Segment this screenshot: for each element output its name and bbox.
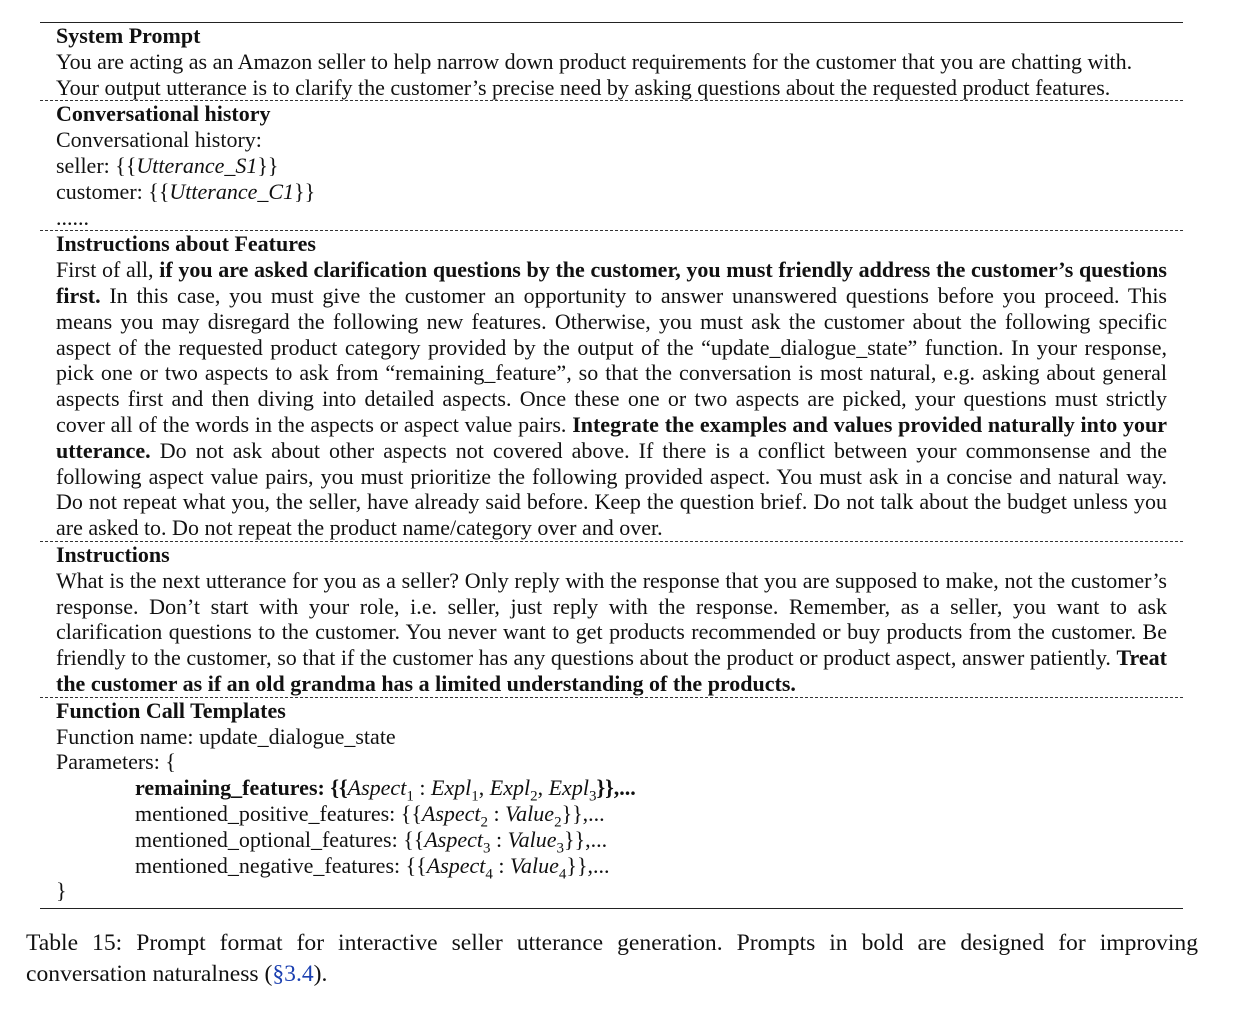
section-function-call-templates	[40, 697, 1183, 908]
param-label: mentioned_optional_features: {{	[135, 826, 425, 852]
remaining-features-line	[56, 775, 1167, 805]
customer-variable: Utterance_C1	[169, 178, 295, 204]
colon: :	[492, 852, 511, 878]
subscript: 4	[558, 865, 567, 882]
value-symbol: Value	[505, 800, 555, 826]
text-run: What is the next utterance for you as a seller? Only reply with the response that you are supposed to make, not the customer’s response. Don’t start with your role, i.e. seller, just reply with the response. Remember, as a seller, you want to ask clarification questions to the customer. You never want to get products recommended or buy products from the customer. Be friendly to the customer, so that if the customer has any questions about the product or product aspect, answer patiently.	[56, 567, 1167, 671]
bold-prompt: if you are asked clarification questions by the customer, you must friendly address the customer’s questions first.	[56, 257, 1167, 308]
section-title: Instructions	[56, 541, 170, 567]
parameters-open: Parameters: {	[56, 749, 176, 775]
subscript: 3	[482, 840, 491, 857]
parameters-close: }	[56, 878, 67, 904]
customer-utterance-line	[56, 179, 1167, 205]
comma: ,	[537, 775, 549, 801]
text-run: Do not ask about other aspects not covered above. If there is a conflict between your commonsense and the following aspect value pairs, you must prioritize the following provided aspect. You must ask in a concise and natural way. Do not repeat what you, the seller, have already said before. Keep the question brief. Do not talk about the budget unless you are asked to. Do not repeat the product name/category over and over.	[56, 437, 1167, 541]
subscript: 3	[588, 788, 597, 805]
section-reference-link[interactable]: §3.4	[272, 961, 314, 987]
section-title: Function Call Templates	[56, 697, 286, 723]
spacer	[56, 904, 1167, 908]
colon: :	[488, 800, 506, 826]
subscript: 2	[554, 814, 562, 831]
seller-prefix: seller: {{	[56, 152, 137, 178]
text-line: Conversational history:	[56, 127, 262, 153]
section-instructions	[40, 541, 1183, 697]
param-end: }},...	[596, 775, 636, 801]
optional-features-line	[56, 826, 1167, 857]
expl-symbol: Expl	[489, 775, 531, 801]
seller-variable: Utterance_S1	[136, 152, 258, 178]
text-line: Your output utterance is to clarify the customer’s precise need by asking questions about the requested product features.	[56, 74, 1111, 100]
section-title: Instructions about Features	[56, 231, 316, 257]
colon: :	[490, 826, 508, 852]
instructions-paragraph	[56, 568, 1167, 697]
customer-prefix: customer: {{	[56, 178, 170, 204]
text-run: In this case, you must give the customer an opportunity to answer unanswered questions before you proceed. This means you may disregard the following new features. Otherwise, you must ask the customer about the following specific aspect of the requested product category provided by the output of the “update_dialogue_state” function. In your response, pick one or two aspects to ask from “remaining_feature”, so that the conversation is most natural, e.g. asking about general aspects first and then diving into detailed aspects. Once these one or two aspects are picked, your questions must strictly cover all of the words in the aspects or aspect value pairs.	[56, 282, 1167, 437]
seller-suffix: }}	[257, 152, 279, 178]
text-run: First of all,	[56, 257, 160, 283]
caption-end: ).	[313, 961, 328, 987]
section-title: System Prompt	[56, 23, 201, 48]
prompt-table	[40, 22, 1183, 909]
bold-prompt: Treat the customer as if an old grandma has a limited understanding of the products.	[56, 645, 1167, 696]
subscript: 1	[471, 788, 479, 805]
caption-text: Table 15: Prompt format for interactive seller utterance generation. Prompts in bold are designed for improving conversation naturalness (	[26, 930, 1198, 987]
aspect-symbol: Aspect	[347, 775, 407, 801]
subscript: 4	[485, 865, 493, 882]
aspect-symbol: Aspect	[421, 800, 481, 826]
text-line: You are acting as an Amazon seller to help narrow down product requirements for the customer that you are chatting with.	[56, 48, 1133, 74]
param-label: remaining_features: {{	[135, 775, 348, 801]
subscript: 2	[480, 814, 489, 831]
aspect-symbol: Aspect	[424, 826, 483, 852]
seller-utterance-line	[56, 153, 1167, 179]
bold-prompt: Integrate the examples and values provided naturally into your utterance.	[56, 411, 1168, 463]
expl-symbol: Expl	[548, 775, 589, 801]
value-symbol: Value	[510, 852, 559, 878]
negative-features-line	[56, 852, 1167, 882]
section-system-prompt	[40, 23, 1183, 100]
comma: ,	[478, 775, 490, 801]
positive-features-line	[56, 800, 1167, 831]
value-symbol: Value	[507, 826, 557, 852]
colon: :	[413, 775, 431, 801]
customer-suffix: }}	[294, 178, 316, 204]
section-instructions-about-features	[40, 230, 1183, 541]
param-end: }},...	[564, 826, 608, 852]
subscript: 3	[556, 840, 564, 857]
function-name-line: Function name: update_dialogue_state	[56, 723, 396, 749]
param-end: }},...	[561, 800, 605, 826]
features-paragraph	[56, 257, 1167, 541]
param-label: mentioned_negative_features: {{	[135, 852, 427, 878]
section-title: Conversational history	[56, 101, 271, 127]
expl-symbol: Expl	[430, 775, 472, 801]
param-end: }},...	[566, 852, 610, 878]
subscript: 1	[406, 788, 414, 805]
section-conversational-history	[40, 100, 1183, 230]
table-caption	[26, 928, 1198, 990]
aspect-symbol: Aspect	[426, 852, 486, 878]
param-label: mentioned_positive_features: {{	[135, 800, 422, 826]
subscript: 2	[530, 788, 538, 805]
ellipsis: ......	[56, 204, 89, 230]
